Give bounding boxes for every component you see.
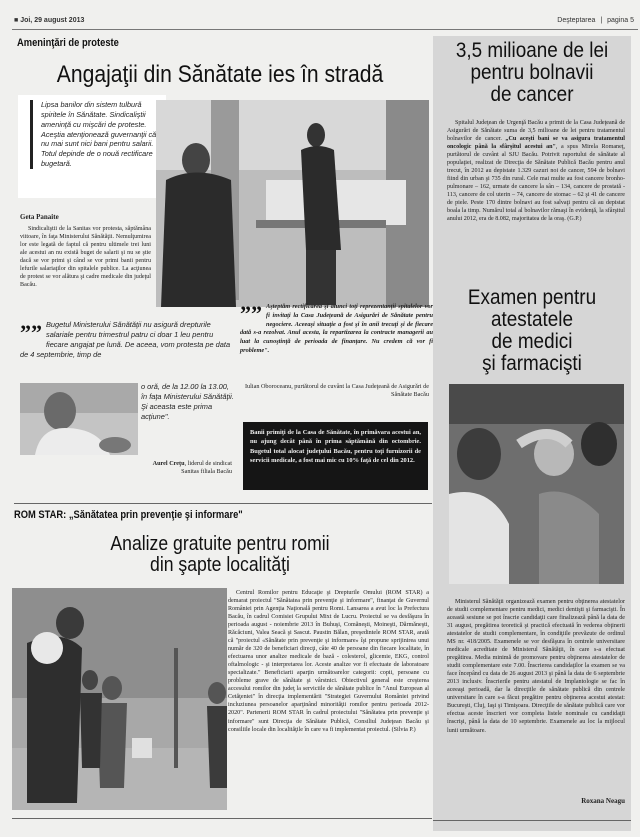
medical-exam-photo xyxy=(449,384,624,584)
quote1-speaker-role: , liderul de sindicat Sanitas filiala Bacău xyxy=(181,460,232,476)
quote2-speaker: Iulian Oboroceanu xyxy=(244,383,292,390)
quote2-speaker-role: , purtătorul de cuvânt la Casa Judeţeană de Asigurări de Sănătate Bacău xyxy=(291,383,429,399)
article2-kicker: ROM STAR: „Sănătatea prin prevenţie şi informare" xyxy=(14,509,243,521)
article4-headline xyxy=(443,287,621,375)
quote1 xyxy=(20,320,235,360)
article4-headline-line2: atestatele xyxy=(491,308,573,332)
article1-body xyxy=(20,225,151,289)
article3-body xyxy=(447,119,625,223)
article4-headline-line4: şi farmacişti xyxy=(482,352,582,376)
quote2-text: Aşteptăm rectificarea şi atunci toţi reprezentanţii spitalelor vor fi invitaţi la Casa Judeţeană de Asigurări de Sănătate pentru negociere. Aceeaşi situaţie a fost şi în anii trecuţi şi de fiecare dată s-a rezolvat. Anul acesta, la repartizarea la contracte managerii au luat la cunoştinţă de perioada de finanţare. Nu credem că vor fi probleme". xyxy=(240,303,433,355)
article1-lead: Lipsa banilor din sistem tulbură spiritele în Sănătate. Sindicaliştii ameninţă cu mişcări de proteste. Aceştia atenţionează guvernanţii că nu mai sunt nici bani pentru salarii. Totul depinde de o nouă rectificare bugetară. xyxy=(30,100,159,169)
article3-body-part1: Spitalul Judeţean de Urgenţă Bacău a primit de la Casa Judeţeană de Asigurări de Sănătate suma de 3,5 milioane de lei pentru tratamentul bolnavilor de cancer. xyxy=(447,120,625,143)
article4-body xyxy=(447,598,625,735)
article2-headline-line1: Analize gratuite pentru romii xyxy=(110,533,330,555)
article4-author: Roxana Neagu xyxy=(581,797,625,805)
article3-body-text xyxy=(447,119,625,223)
quote1-attribution xyxy=(140,460,232,476)
article4-body-text: Ministerul Sănătăţii organizează examen pentru obţinerea atestatelor de studii complementare pentru medici, medici dentişti şi farmacişti. În această sesiune se pot înscrie candidaţii care finalizează până la data de 31 august, pregătirea teoretică şi practică efectuată în vederea obţinerii atestatelor de studii complementare, în condiţiile prevăzute de ordinul MS nr. 418/2005. Examenele se vor desfăşura în centrele universitare medicale acreditate de Ministerul Sănătăţii, în care s-a efectuat pregătirea. Media minimă de promovare pentru obţinerea atestatelor de studii complementare este 7.00. Înscrierea candidaţilor la examen se va face începând cu data de 26 august 2013 şi până la data de 6 septembrie 2013 inclusiv. Înscrierile pentru atestatul de Implantologie se fac în aceeaşi perioadă, dar la direcţiile de sănătate publică din centrele universitare în care s-a făcut pregătire pentru obţinerea acestui atestat: Bucureşti, Cluj, Iaşi şi Timişoara. Direcţiile de sănătate publică care vor efectua aceste înscrieri vor completa listele nominale cu candidaţii înscrişi, până la data de 10 septembrie. Examenele au loc la mijlocul lunii următoare. xyxy=(447,599,625,734)
publication-name: Deşteptarea xyxy=(557,17,596,24)
issue-date-text: Joi, 29 august 2013 xyxy=(20,17,85,24)
quote2-attribution xyxy=(240,383,429,399)
quote2 xyxy=(240,303,433,356)
article4-headline-line3: de medici xyxy=(491,330,573,354)
article1-body-text: Sindicaliştii de la Sanitas vor protesta, săptămâna viitoare, în faţa Ministerului Sănătăţii. Nemulţumirea lor este legată de faptul că pentru ultimele trei luni ale acestui an nu există buget de salarii şi nu se ştie dacă se vor primi şi când se vor primi banii pentru lefurile salariaţilor din spitalele publice. La acţiunea de protest se vor alătura şi cadre medicale din judeţul Bacău. xyxy=(20,226,151,289)
article2-body xyxy=(228,589,429,734)
hospital-photo-image xyxy=(156,100,429,307)
roma-children-photo-image xyxy=(12,588,227,810)
issue-date xyxy=(14,17,84,24)
medical-exam-photo-image xyxy=(449,384,624,584)
article1-author: Geta Panaite xyxy=(20,213,59,221)
quote1-text-side: o oră, de la 12.00 la 13.00, în faţa Ministerului Sănătăţii. Şi aceasta este prima acţiune". xyxy=(141,382,234,421)
article1-kicker: Ameninţări de proteste xyxy=(17,37,119,49)
article1-headline: Angajaţii din Sănătate ies în stradă xyxy=(56,61,384,88)
union-leader-photo-image xyxy=(20,383,138,455)
article4-headline-line1: Examen pentru xyxy=(467,286,597,309)
hospital-photo xyxy=(156,100,429,307)
article3-headline-line1: 3,5 milioane de lei xyxy=(455,39,609,62)
section-divider xyxy=(14,503,432,504)
roma-children-photo xyxy=(12,588,227,810)
article3-headline-line3: de cancer xyxy=(490,83,574,107)
article2-body-text: Centrul Romilor pentru Educaţie şi Drepturile Omului (ROM STAR) a demarat proiectul "Sănătatea prin prevenţie şi informare", finanţat de Guvernul României prin Agenţia Naţională pentru Romi. Lansarea a avut loc la Prefectura Bacău, în cadrul Comisiei Grupului Mixt de Lucru. Proiectul se va desfăşura în perioada august - noiembrie 2013 în Buhuşi, Comăneşti, Moineşti, Dărmăneşti, Răcăciuni, Valea Seacă şi Sascut. Paustin Bălan, preşedintele ROM STAR, arată că "proiectul «Sănătate prin prevenţie şi informare» îşi propune sprijinirea unui număr de 320 de beneficiari direcţi, câte 40 de persoane din fiecare localitate, în efectuarea unor analize medicale de bază - colesterol, glicemie, EKG, control oftalmologic - şi interpretarea lor. Aceste analize vor fi efectuate de laboratoare specializate." Beneficiarii aparţin următoarelor categorii: copii, persoane cu probleme grave de sănătate şi vârstnici. Obiectivul general este creşterea accesului romilor din judeţ la serviciile de sănătate publice în "Anul European al Cetăţeniei" în direcţia implementării "Strategiei Guvernului României privind incluziunea persoanelor aparţinând minorităţii romilor pentru perioada 2012-2020". Partenerii ROM STAR în cadrul proiectului "Sănătatea prin prevenţie şi informare" sunt Direcţia de Sănătate Publică, Consiliul Judeţean Bacău şi consiliile locale din localităţile în care va fi implementat proiectul. (Silvia P.) xyxy=(228,590,429,733)
quote1-text-top: Bugetul Ministerului Sănătăţii nu asigură drepturile salariale pentru trimestrul patru ci doar 1 leu pentru fiecare angajat pe lună. De aceea, vom protesta pe data de 4 septembrie, timp de xyxy=(20,320,231,359)
page-number: pagina 5 xyxy=(607,17,634,24)
page-info xyxy=(557,17,634,24)
quote-mark-icon: ”” xyxy=(240,301,262,326)
header-rule xyxy=(12,29,638,30)
budget-info-box xyxy=(243,422,428,490)
separator: | xyxy=(600,17,603,24)
article2-headline-line2: din şapte localităţi xyxy=(150,554,290,576)
article2-headline xyxy=(26,534,413,576)
article3-headline-line2: pentru bolnavii xyxy=(470,61,594,85)
budget-info-text: Banii primiţi de la Casa de Sănătate, în primăvara acestui an, nu ajung decât până în prima săptămână din octombrie. Bugetul total alocat judeţului Bacău, pentru toţi furnizorii de servicii medicale, a fost mai mic cu 10% faţă de cel din 2012. xyxy=(250,429,421,464)
article3-headline xyxy=(443,40,621,106)
article3-body-part2: , a spus Mirela Romaneţ, purtătorul de cuvânt al SJU Bacău. Potrivit raportului de sănătate al populaţiei, realizat de Direcţia de Sănătate Publică Bacău pentru anul trecut, în 2012 au depistate 1.329 cazuri noi de cancer, 594 de bolnavi fiind din urban şi 735 din rural. Cele mai multe au fost cancere bronho-pulmonare – 162, urmate de cancere la sân – 134, cancere de prostată - 113, cancere de col uterin – 74, cancere de stomac – 62 şi 41 de cancere de piele. Peste 170 dintre bolnavi au fost salvaţi pentru că au depistat boala la timp. Numărul total al bolnavilor rămaşi în evidenţă, la sfârşitul anului 2012, era de 8.082, majoritatea de la oraş. (G.P.) xyxy=(447,144,625,223)
article3-body-quote: „Cu aceşti bani se va asigura tratamentul oncologic până la sfârşitul acestui an" xyxy=(447,136,626,151)
union-leader-photo xyxy=(20,383,138,455)
bottom-rule xyxy=(12,818,432,819)
bullet-icon: ■ xyxy=(14,17,21,24)
quote1-speaker: Aurel Creţu xyxy=(152,460,185,467)
quote1-side xyxy=(141,382,236,422)
quote-mark-icon: ”” xyxy=(20,320,42,345)
sidebar-bottom-rule xyxy=(433,820,631,821)
